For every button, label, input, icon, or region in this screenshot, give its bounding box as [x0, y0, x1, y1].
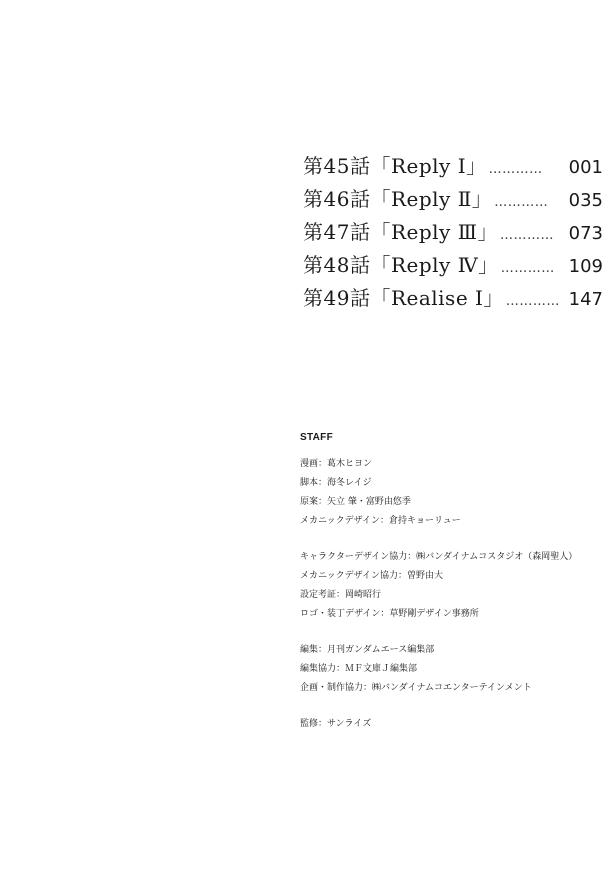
toc-page-number: 109	[568, 256, 603, 277]
toc-chapter-title: 第48話「Reply Ⅳ」	[303, 253, 499, 277]
staff-credit-line: メカニックデザイン協力：曽野由大	[300, 571, 444, 581]
staff-credit-line: 監修：サンライズ	[300, 719, 372, 729]
staff-group-editorial	[300, 641, 610, 698]
toc-entry	[303, 282, 603, 315]
staff-credit-line: メカニックデザイン：倉持キョーリュー	[300, 516, 461, 526]
toc-page-number: 001	[568, 157, 603, 178]
toc-entry	[303, 150, 603, 183]
toc-leader-dots: …………	[500, 228, 554, 243]
staff-credit-line: ロゴ・装丁デザイン：草野剛デザイン事務所	[300, 609, 479, 619]
staff-credit-line: 脚本：海冬レイジ	[300, 478, 372, 488]
staff-credits	[300, 455, 610, 751]
toc-chapter-title: 第47話「Reply Ⅲ」	[303, 220, 498, 244]
staff-heading: STAFF	[300, 432, 333, 443]
staff-group-supervision	[300, 715, 610, 734]
toc-leader-dots: …………	[494, 195, 549, 210]
staff-credit-line: 漫画：葛木ヒヨン	[300, 459, 373, 469]
toc-chapter-title: 第49話「Realise Ⅰ」	[303, 286, 504, 310]
toc-entry	[303, 249, 603, 282]
toc-entry	[303, 183, 603, 216]
toc-leader-dots: …………	[488, 162, 543, 177]
toc-page-number: 147	[568, 289, 603, 310]
toc-leader-dots: …………	[500, 261, 555, 276]
staff-group-creators	[300, 455, 610, 531]
toc-chapter-title: 第46話「Reply Ⅱ」	[303, 187, 493, 211]
table-of-contents	[303, 150, 603, 315]
toc-leader-dots: …………	[505, 294, 560, 309]
staff-credit-line: 編集協力：ＭＦ文庫Ｊ編集部	[300, 664, 418, 674]
toc-page-number: 035	[568, 190, 603, 211]
toc-page-number: 073	[568, 223, 603, 244]
staff-credit-line: キャラクターデザイン協力：㈱バンダイナムコスタジオ（森岡聖人）	[300, 552, 578, 562]
staff-credit-line: 企画・制作協力：㈱バンダイナムコエンターテインメント	[300, 683, 532, 693]
staff-group-design	[300, 548, 610, 624]
staff-credit-line: 編集：月刊ガンダムエース編集部	[300, 645, 435, 655]
staff-credit-line: 設定考証：岡崎昭行	[300, 590, 382, 600]
staff-credit-line: 原案：矢立 肇・富野由悠季	[300, 497, 411, 507]
toc-chapter-title: 第45話「Reply Ⅰ」	[303, 154, 487, 178]
toc-entry	[303, 216, 603, 249]
